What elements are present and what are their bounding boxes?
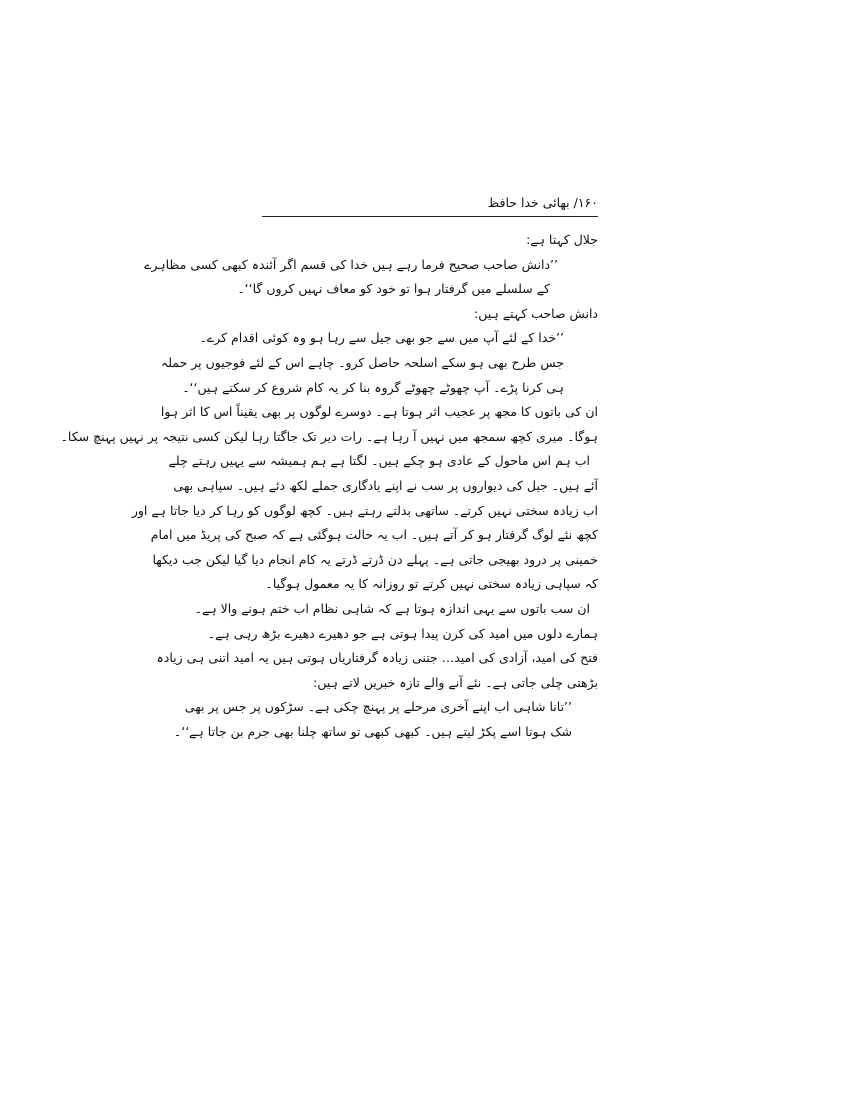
text-line: آئے ہیں۔ جیل کی دیواروں پر سب نے اپنے یادگاری جملے لکھ دئے ہیں۔ سپاہی بھی	[173, 477, 598, 493]
text-line: کہ سپاہی زیادہ سختی نہیں کرتے تو روزانہ کا یہ معمول ہوگیا۔	[265, 576, 598, 592]
text-line: ’’تانا شاہی اب اپنے آخری مرحلے پر پہنچ چکی ہے۔ سڑکوں پر جس پر بھی	[184, 699, 572, 715]
text-line: ان کی باتوں کا مجھ پر عجیب اثر ہوتا ہے۔ دوسرے لوگوں پر بھی یقیناً اس کا اثر ہوا	[160, 404, 598, 420]
text-line: دانش صاحب کہتے ہیں:	[474, 305, 598, 321]
page-body	[60, 228, 598, 744]
text-line: کچھ نئے لوگ گرفتار ہو کر آتے ہیں۔ اب یہ حالت ہوگئی ہے کہ صبح کی پریڈ میں امام	[150, 527, 598, 543]
text-line: جس طرح بھی ہو سکے اسلحہ حاصل کرو۔ چاہے اس کے لئے فوجیوں پر حملہ	[160, 354, 564, 370]
text-line: ان سب باتوں سے یہی اندازہ ہوتا ہے کہ شاہی نظام اب ختم ہونے والا ہے۔	[194, 600, 590, 616]
text-line: اب ہم اس ماحول کے عادی ہو چکے ہیں۔ لگتا ہے ہم ہمیشہ سے یہیں رہتے چلے	[168, 453, 590, 469]
book-page	[60, 194, 598, 894]
text-line: ’’دانش صاحب صحیح فرما رہے ہیں خدا کی قسم اگر آئندہ کبھی کسی مظاہرے	[144, 256, 558, 272]
text-line: شک ہوتا اسے پکڑ لیتے ہیں۔ کبھی کبھی تو ساتھ چلنا بھی جرم بن جاتا ہے‘‘۔	[173, 723, 572, 739]
text-line: ہوگا۔ میری کچھ سمجھ میں نہیں آ رہا ہے۔ رات دیر تک جاگتا رہا لیکن کسی نتیجہ پر نہیں پہنچ سکا۔	[60, 428, 598, 444]
text-line: بڑھتی چلی جاتی ہے۔ نئے آنے والے تازہ خبریں لاتے ہیں:	[313, 674, 598, 690]
header-rule	[262, 216, 598, 217]
text-line: ہی کرنا پڑے۔ آپ چھوٹے چھوٹے گروہ بنا کر یہ کام شروع کر سکتے ہیں‘‘۔	[182, 379, 564, 395]
text-line: کے سلسلے میں گرفتار ہوا تو خود کو معاف نہیں کروں گا‘‘۔	[237, 281, 550, 297]
text-line: ہمارے دلوں میں امید کی کرن پیدا ہوتی ہے جو دھیرے دھیرے بڑھ رہی ہے۔	[207, 625, 598, 641]
running-header: ۱۶۰/ بھائی خدا حافظ	[487, 195, 598, 210]
text-line: جلال کہتا ہے:	[526, 232, 598, 247]
text-line: ’’خدا کے لئے آپ میں سے جو بھی جیل سے رہا ہو وہ کوئی اقدام کرے۔	[199, 330, 564, 346]
text-line: فتح کی امید، آزادی کی امید… جتنی زیادہ گرفتاریاں ہوتی ہیں یہ امید اتنی ہی زیادہ	[156, 650, 598, 666]
text-line: خمینی پر درود بھیجی جاتی ہے۔ پہلے دن ڈرتے ڈرتے یہ کام انجام دیا گیا لیکن جب دیکھا	[152, 551, 598, 567]
text-line: اب زیادہ سختی نہیں کرتے۔ ساتھی بدلتے رہتے ہیں۔ کچھ لوگوں کو رہا کر دیا جاتا ہے اور	[131, 502, 598, 518]
